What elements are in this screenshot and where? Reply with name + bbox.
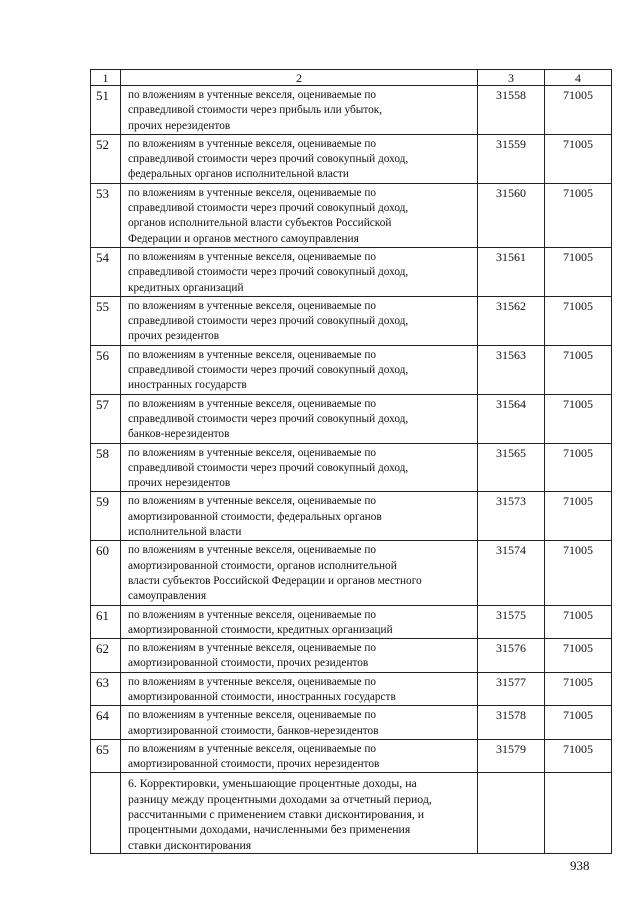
row-code: 71005 xyxy=(545,345,612,394)
row-number: 51 xyxy=(91,86,121,135)
row-code: 71005 xyxy=(545,296,612,345)
row-code: 71005 xyxy=(545,541,612,605)
description-line: справедливой стоимости через прочий совокупный доход, xyxy=(128,461,409,474)
description-line: власти субъектов Российской Федерации и органов местного xyxy=(128,574,422,587)
table-row xyxy=(91,605,612,639)
row-account: 31575 xyxy=(478,605,545,639)
row-code: 71005 xyxy=(545,639,612,673)
row-account: 31578 xyxy=(478,706,545,740)
table-row xyxy=(91,345,612,394)
row-number: 57 xyxy=(91,394,121,443)
section-title-cell xyxy=(121,773,478,853)
row-number: 62 xyxy=(91,639,121,673)
description-line: 6. Корректировки, уменьшающие процентные доходы, на xyxy=(128,776,417,791)
row-description xyxy=(121,296,478,345)
row-number: 55 xyxy=(91,296,121,345)
row-code: 71005 xyxy=(545,605,612,639)
row-account: 31577 xyxy=(478,672,545,706)
description-line: процентными доходами, начисленными без применения xyxy=(128,822,411,837)
section-row xyxy=(91,773,612,853)
row-account: 31560 xyxy=(478,183,545,247)
table-row xyxy=(91,492,612,541)
description-line: по вложениям в учтенные векселя, оцениваемые по xyxy=(128,250,377,263)
row-number: 58 xyxy=(91,443,121,492)
row-account: 31574 xyxy=(478,541,545,605)
description-line: прочих резидентов xyxy=(128,330,220,343)
description-line: по вложениям в учтенные векселя, оцениваемые по xyxy=(128,137,377,150)
description-line: по вложениям в учтенные векселя, оцениваемые по xyxy=(128,709,377,722)
row-number: 56 xyxy=(91,345,121,394)
description-line: Федерации и органов местного самоуправления xyxy=(128,232,359,245)
row-description xyxy=(121,639,478,673)
description-line: рассчитанными с применением ставки дисконтирования, и xyxy=(128,807,425,822)
row-description xyxy=(121,492,478,541)
description-line: по вложениям в учтенные векселя, оцениваемые по xyxy=(128,675,377,688)
description-line: по вложениям в учтенные векселя, оцениваемые по xyxy=(128,299,377,312)
description-line: справедливой стоимости через прочий совокупный доход, xyxy=(128,153,409,166)
row-code: 71005 xyxy=(545,247,612,296)
row-account: 31558 xyxy=(478,86,545,135)
description-line: разницу между процентными доходами за отчетный период, xyxy=(128,791,432,806)
header-col-2: 2 xyxy=(121,70,478,86)
table-header-row xyxy=(91,70,612,86)
description-line: амортизированной стоимости, иностранных государств xyxy=(128,690,396,703)
description-line: справедливой стоимости через прочий совокупный доход, xyxy=(128,412,409,425)
row-account: 31579 xyxy=(478,739,545,773)
row-description xyxy=(121,672,478,706)
row-number: 54 xyxy=(91,247,121,296)
description-line: по вложениям в учтенные векселя, оцениваемые по xyxy=(128,446,377,459)
row-code: 71005 xyxy=(545,706,612,740)
table-row xyxy=(91,134,612,183)
description-line: кредитных организаций xyxy=(128,281,244,294)
row-code: 71005 xyxy=(545,492,612,541)
section-account-cell xyxy=(478,773,545,853)
description-line: по вложениям в учтенные векселя, оцениваемые по xyxy=(128,495,377,508)
row-description xyxy=(121,345,478,394)
description-line: по вложениям в учтенные векселя, оцениваемые по xyxy=(128,186,377,199)
accounts-table xyxy=(90,69,612,854)
description-line: амортизированной стоимости, органов исполнительной xyxy=(128,559,397,572)
description-line: органов исполнительной власти субъектов Российской xyxy=(128,217,392,230)
row-code: 71005 xyxy=(545,134,612,183)
description-line: по вложениям в учтенные векселя, оцениваемые по xyxy=(128,397,377,410)
row-code: 71005 xyxy=(545,394,612,443)
row-number: 65 xyxy=(91,739,121,773)
description-line: исполнительной власти xyxy=(128,526,242,539)
row-description xyxy=(121,541,478,605)
row-description xyxy=(121,394,478,443)
table-row xyxy=(91,541,612,605)
row-number: 61 xyxy=(91,605,121,639)
row-description xyxy=(121,134,478,183)
header-col-4: 4 xyxy=(545,70,612,86)
page-number: 938 xyxy=(570,858,590,873)
description-line: банков-нерезидентов xyxy=(128,428,230,441)
description-line: федеральных органов исполнительной власти xyxy=(128,168,349,181)
section-number-cell xyxy=(91,773,121,853)
description-line: по вложениям в учтенные векселя, оцениваемые по xyxy=(128,348,377,361)
row-code: 71005 xyxy=(545,86,612,135)
row-account: 31562 xyxy=(478,296,545,345)
description-line: прочих нерезидентов xyxy=(128,477,231,490)
description-line: амортизированной стоимости, банков-нерезидентов xyxy=(128,724,379,737)
table-row xyxy=(91,639,612,673)
row-number: 53 xyxy=(91,183,121,247)
description-line: амортизированной стоимости, прочих резидентов xyxy=(128,657,369,670)
row-description xyxy=(121,247,478,296)
header-col-3: 3 xyxy=(478,70,545,86)
row-description xyxy=(121,183,478,247)
table-row xyxy=(91,672,612,706)
row-number: 52 xyxy=(91,134,121,183)
row-description xyxy=(121,739,478,773)
description-line: самоуправления xyxy=(128,590,207,603)
description-line: по вложениям в учтенные векселя, оцениваемые по xyxy=(128,544,377,557)
description-line: по вложениям в учтенные векселя, оцениваемые по xyxy=(128,742,377,755)
row-code: 71005 xyxy=(545,739,612,773)
row-code: 71005 xyxy=(545,672,612,706)
row-description xyxy=(121,605,478,639)
description-line: иностранных государств xyxy=(128,379,247,392)
row-account: 31564 xyxy=(478,394,545,443)
row-number: 64 xyxy=(91,706,121,740)
description-line: по вложениям в учтенные векселя, оцениваемые по xyxy=(128,89,377,101)
table-row xyxy=(91,443,612,492)
row-description xyxy=(121,86,478,135)
description-line: по вложениям в учтенные векселя, оцениваемые по xyxy=(128,642,377,655)
description-line: амортизированной стоимости, прочих нерезидентов xyxy=(128,758,380,771)
table-row xyxy=(91,183,612,247)
table-row xyxy=(91,706,612,740)
table-row xyxy=(91,739,612,773)
description-line: ставки дисконтирования xyxy=(128,837,252,852)
description-line: прочих нерезидентов xyxy=(128,119,231,132)
table-row xyxy=(91,394,612,443)
row-account: 31559 xyxy=(478,134,545,183)
description-line: справедливой стоимости через прочий совокупный доход, xyxy=(128,364,409,377)
row-account: 31573 xyxy=(478,492,545,541)
row-account: 31561 xyxy=(478,247,545,296)
description-line: справедливой стоимости через прочий совокупный доход, xyxy=(128,202,409,215)
row-account: 31565 xyxy=(478,443,545,492)
table-row xyxy=(91,86,612,135)
description-line: справедливой стоимости через прочий совокупный доход, xyxy=(128,266,409,279)
table-row xyxy=(91,296,612,345)
row-account: 31576 xyxy=(478,639,545,673)
section-code-cell xyxy=(545,773,612,853)
table-row xyxy=(91,247,612,296)
row-code: 71005 xyxy=(545,183,612,247)
description-line: справедливой стоимости через прочий совокупный доход, xyxy=(128,315,409,328)
row-number: 60 xyxy=(91,541,121,605)
row-number: 63 xyxy=(91,672,121,706)
description-line: по вложениям в учтенные векселя, оцениваемые по xyxy=(128,608,377,621)
description-line: справедливой стоимости через прибыль или убыток, xyxy=(128,104,383,117)
row-description xyxy=(121,443,478,492)
row-code: 71005 xyxy=(545,443,612,492)
header-col-1: 1 xyxy=(91,70,121,86)
description-line: амортизированной стоимости, кредитных организаций xyxy=(128,623,393,636)
row-number: 59 xyxy=(91,492,121,541)
row-description xyxy=(121,706,478,740)
row-account: 31563 xyxy=(478,345,545,394)
description-line: амортизированной стоимости, федеральных органов xyxy=(128,510,382,523)
